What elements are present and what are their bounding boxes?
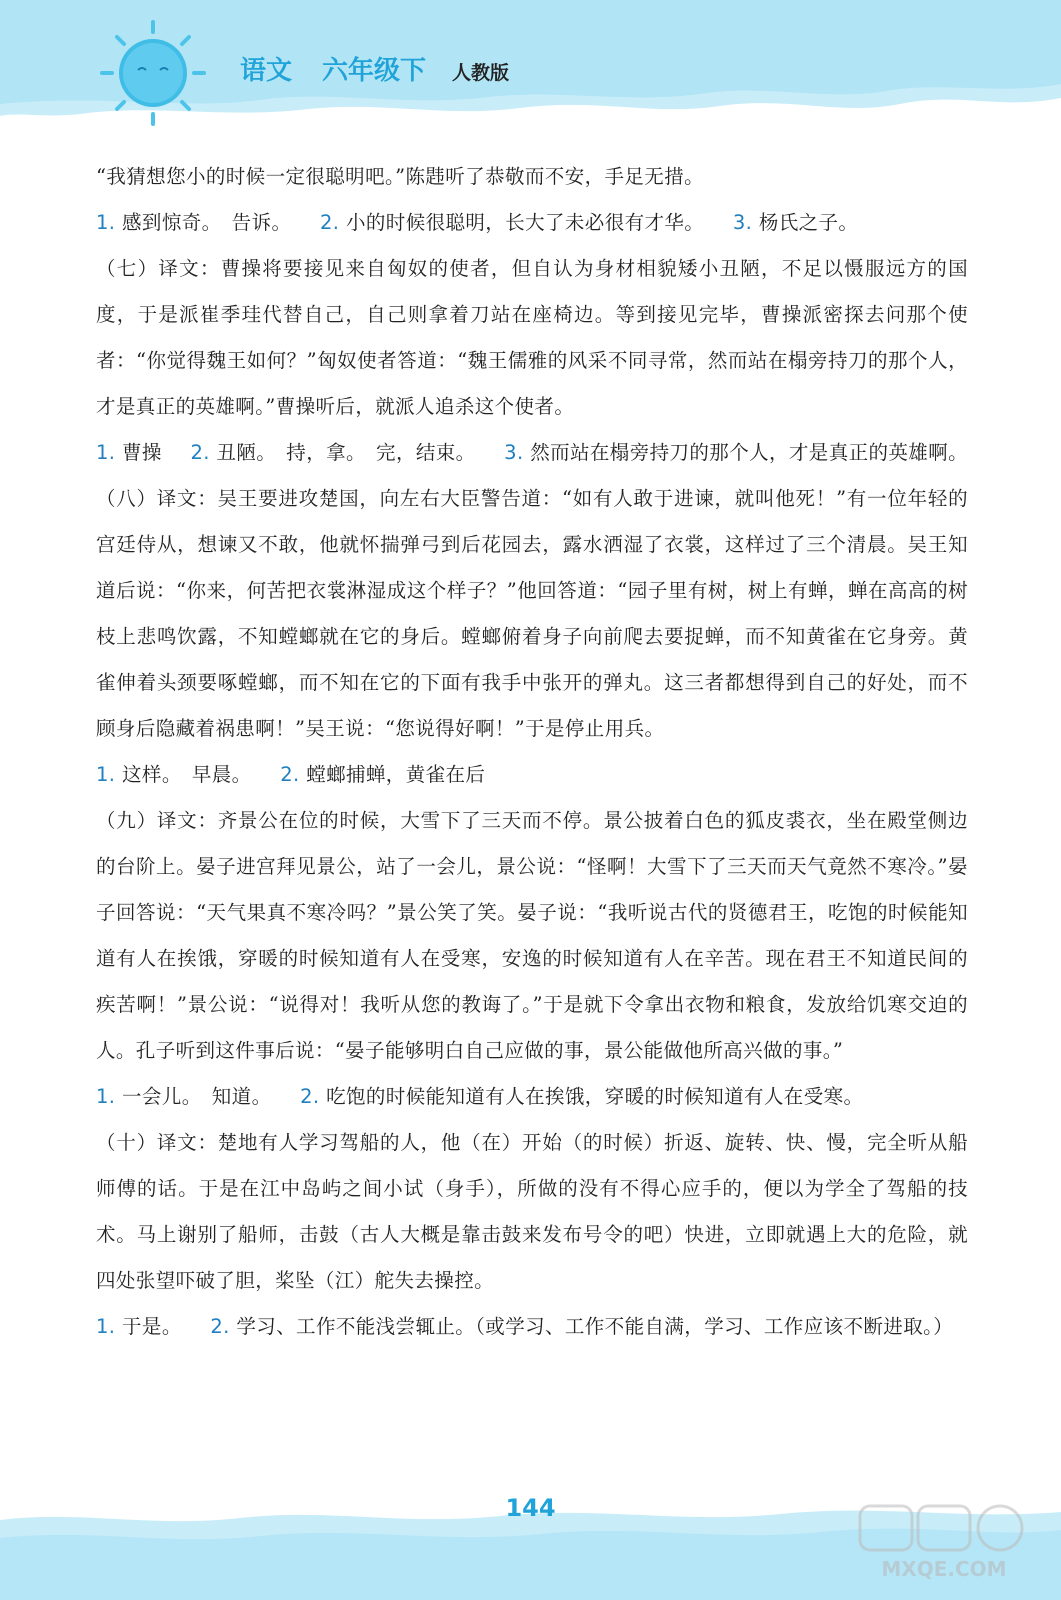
paragraph: “我猜想您小的时候一定很聪明吧。”陈韪听了恭敬而不安，手足无措。: [96, 165, 704, 188]
answer-number: 2.: [300, 1085, 320, 1108]
answer-line: [96, 430, 968, 476]
answer-number: 1.: [96, 763, 116, 786]
watermark-logo: [856, 1502, 1031, 1582]
paragraph: （七）译文：曹操将要接见来自匈奴的使者，但自认为身材相貌矮小丑陋，不足以慑服远方的国度，于是派崔季珪代替自己，自己则拿着刀站在座椅边。等到接见完毕，曹操派密探去问那个使者：“你觉得魏王如何？”匈奴使者答道：“魏王儒雅的风采不同寻常，然而站在榻旁持刀的那个人，才是真正的英雄啊。”曹操听后，就派人追杀这个使者。: [96, 257, 968, 418]
answer-number: 2.: [280, 763, 300, 786]
answer-number: 2.: [319, 211, 340, 234]
answer-text: 然而站在榻旁持刀的那个人，才是真正的英雄啊。: [530, 441, 968, 464]
answer-text: 一会儿。 知道。: [122, 1085, 272, 1108]
answer-text: 丑陋。 持，拿。 完，结束。: [216, 441, 476, 464]
paragraph: （九）译文：齐景公在位的时候，大雪下了三天而不停。景公披着白色的狐皮裘衣，坐在殿堂侧边的台阶上。晏子进宫拜见景公，站了一会儿，景公说：“怪啊！大雪下了三天而天气竟然不寒冷。”晏子回答说：“天气果真不寒冷吗？”景公笑了笑。晏子说：“我听说古代的贤德君王，吃饱的时候能知道有人在挨饿，穿暖的时候知道有人在受寒，安逸的时候知道有人在辛苦。现在君王不知道民间的疾苦啊！”景公说：“说得对！我听从您的教诲了。”于是就下令拿出衣物和粮食，发放给饥寒交迫的人。孔子听到这件事后说：“晏子能够明白自己应做的事，景公能做他所高兴做的事。”: [96, 809, 968, 1062]
answer-line: [96, 752, 968, 798]
answer-text: 螳螂捕蝉，黄雀在后: [306, 763, 486, 786]
sun-logo-icon: [98, 18, 208, 128]
answer-number: 1.: [96, 1085, 116, 1108]
answer-text: 吃饱的时候能知道有人在挨饿，穿暖的时候知道有人在受寒。: [326, 1085, 864, 1108]
answer-content: [96, 154, 968, 1350]
answer-text: 杨氏之子。: [758, 211, 859, 234]
answer-text: 这样。 早晨。: [122, 763, 252, 786]
answer-line: [96, 1074, 968, 1120]
answer-line: [96, 200, 968, 246]
answer-line: [96, 1304, 968, 1350]
answer-number: 1.: [96, 441, 116, 464]
answer-number: 2.: [210, 1315, 230, 1338]
header-edition: 人教版: [452, 62, 510, 84]
answer-number: 3.: [732, 211, 753, 234]
header-title: [240, 50, 509, 87]
paragraph: （八）译文：吴王要进攻楚国，向左右大臣警告道：“如有人敢于进谏，就叫他死！”有一位年轻的宫廷侍从，想谏又不敢，他就怀揣弹弓到后花园去，露水洒湿了衣裳，这样过了三个清晨。吴王知道后说：“你来，何苦把衣裳淋湿成这个样子？”他回答道：“园子里有树，树上有蝉，蝉在高高的树枝上悲鸣饮露，不知螳螂就在它的身后。螳螂俯着身子向前爬去要捉蝉，而不知黄雀在它身旁。黄雀伸着头颈要啄螳螂，而不知在它的下面有我手中张开的弹丸。这三者都想得到自己的好处，而不顾身后隐藏着祸患啊！”吴王说：“您说得好啊！”于是停止用兵。: [96, 487, 968, 740]
answer-text: 小的时候很聪明，长大了未必很有才华。: [346, 211, 705, 234]
answer-number: 1.: [96, 211, 116, 234]
answer-number: 2.: [190, 441, 210, 464]
answer-number: 3.: [504, 441, 524, 464]
answer-text: 感到惊奇。 告诉。: [122, 211, 292, 234]
answer-number: 1.: [96, 1315, 116, 1338]
watermark-text: MXQE.COM: [881, 1557, 1007, 1581]
page-number: 144: [505, 1494, 556, 1522]
answer-text: 曹操: [122, 441, 162, 464]
answer-text: 于是。: [122, 1315, 182, 1338]
header-subject: 语文: [240, 56, 293, 86]
paragraph: （十）译文：楚地有人学习驾船的人，他（在）开始（的时候）折返、旋转、快、慢，完全听从船师傅的话。于是在江中岛屿之间小试（身手），所做的没有不得心应手的，便以为学全了驾船的技术。马上谢别了船师，击鼓（古人大概是靠击鼓来发布号令的吧）快进，立即就遇上大的危险，就四处张望吓破了胆，桨坠（江）舵失去操控。: [96, 1131, 968, 1292]
answer-text: 学习、工作不能浅尝辄止。（或学习、工作不能自满，学习、工作应该不断进取。）: [236, 1315, 954, 1338]
header-grade: 六年级下: [322, 56, 427, 86]
